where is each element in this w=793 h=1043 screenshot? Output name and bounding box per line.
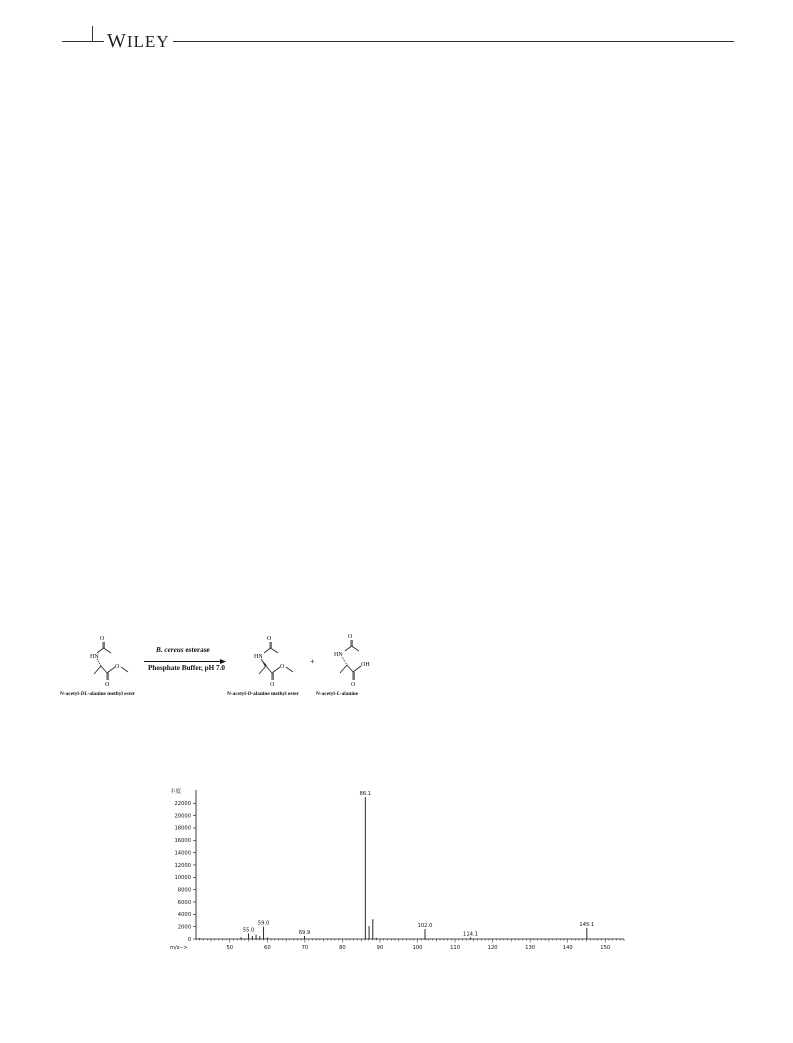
y-tick-label: 14000 bbox=[174, 850, 191, 857]
atom-o: O bbox=[115, 664, 120, 670]
peak-label: 102.0 bbox=[417, 923, 433, 930]
atom-hn: HN bbox=[90, 654, 99, 660]
atom-o: O bbox=[100, 636, 105, 642]
y-tick-label: 0 bbox=[187, 936, 191, 943]
x-tick-label: 110 bbox=[450, 945, 461, 951]
x-tick-label: 130 bbox=[525, 945, 536, 951]
y-tick-label: 20000 bbox=[174, 813, 191, 820]
x-tick-label: 120 bbox=[487, 945, 498, 951]
peak-label: 69.9 bbox=[298, 929, 311, 936]
x-tick-label: 80 bbox=[339, 945, 346, 951]
substrate-name: N-acetyl-DL-alanine methyl ester bbox=[60, 691, 136, 697]
product2-structure bbox=[340, 640, 361, 680]
y-tick-label: 6000 bbox=[177, 899, 191, 906]
atom-o: O bbox=[348, 634, 353, 640]
peak-label: 59.0 bbox=[257, 920, 270, 927]
x-tick-label: 90 bbox=[376, 945, 384, 951]
peak-label: 86.1 bbox=[359, 791, 372, 798]
x-tick-label: 140 bbox=[562, 945, 573, 951]
y-tick-label: 2000 bbox=[177, 924, 191, 931]
x-tick-label: 70 bbox=[301, 945, 309, 951]
header-tick bbox=[92, 26, 93, 42]
y-tick-label: 10000 bbox=[174, 875, 191, 882]
x-tick-label: 60 bbox=[264, 945, 271, 951]
atom-hn: HN bbox=[334, 652, 343, 658]
enzyme-label: B. cereus esterase bbox=[156, 646, 210, 654]
y-tick-label: 12000 bbox=[174, 862, 191, 869]
x-tick-label: 50 bbox=[226, 945, 234, 951]
product1-structure bbox=[259, 642, 293, 680]
atom-o: O bbox=[280, 664, 285, 670]
mass-spectrum bbox=[166, 784, 636, 956]
peak-label: 55.0 bbox=[242, 927, 255, 934]
y-axis-label: 丰度 bbox=[170, 789, 182, 795]
atom-o: O bbox=[270, 682, 275, 688]
atom-oh: OH bbox=[361, 662, 370, 668]
x-tick-label: 150 bbox=[600, 945, 611, 951]
y-tick-label: 8000 bbox=[177, 887, 191, 894]
plus-sign: + bbox=[310, 657, 315, 666]
substrate-structure bbox=[94, 642, 128, 680]
atom-hn: HN bbox=[254, 654, 263, 660]
y-tick-label: 16000 bbox=[174, 838, 191, 845]
y-tick-label: 18000 bbox=[174, 825, 191, 832]
atom-o: O bbox=[267, 636, 272, 642]
atom-o: O bbox=[351, 682, 356, 688]
x-tick-label: 100 bbox=[412, 945, 423, 951]
wiley-logo: WILEY bbox=[104, 30, 173, 53]
conditions-label: Phosphate Buffer, pH 7.0 bbox=[148, 664, 226, 672]
scheme-structures bbox=[60, 636, 400, 698]
peak-label: 114.1 bbox=[463, 931, 478, 938]
product2-name: N-acetyl-L-alanine bbox=[316, 691, 359, 697]
y-tick-label: 22000 bbox=[174, 801, 191, 808]
reaction-scheme bbox=[60, 636, 400, 698]
peak-label: 145.1 bbox=[579, 921, 595, 928]
product1-name: N-acetyl-D-alanine methyl ester bbox=[227, 691, 299, 697]
wedge-bond bbox=[261, 659, 267, 666]
x-axis-label: m/z--> bbox=[170, 945, 188, 951]
y-tick-label: 4000 bbox=[177, 912, 191, 919]
mass-spectrum-plot bbox=[166, 784, 636, 956]
atom-o: O bbox=[105, 682, 110, 688]
